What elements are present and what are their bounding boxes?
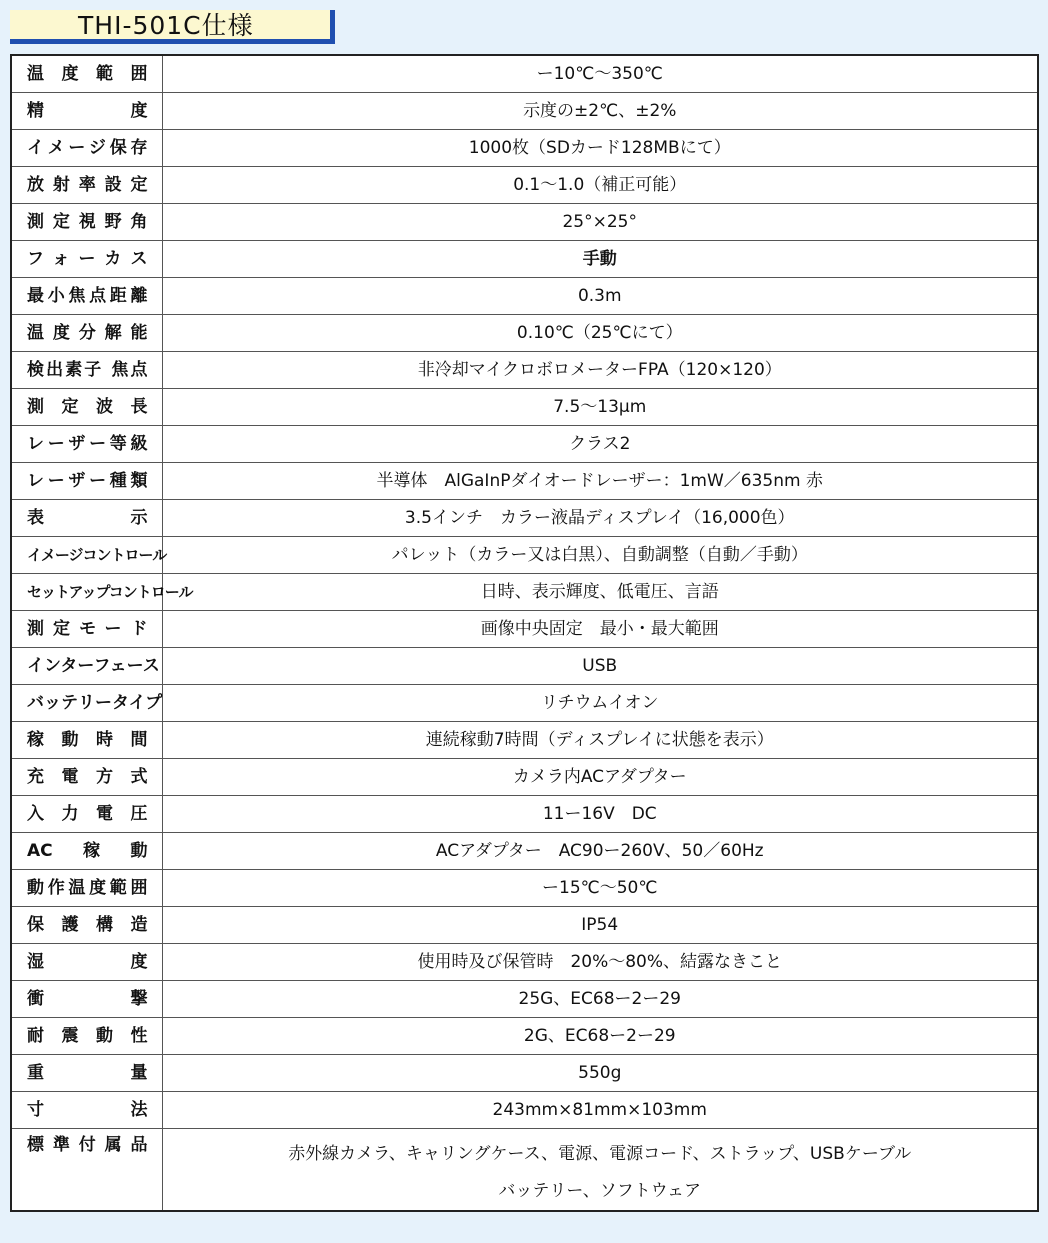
row-value: 25G、EC68ー2ー29 xyxy=(162,980,1038,1017)
row-value: 0.10℃（25℃にて） xyxy=(162,314,1038,351)
row-label: 寸法 xyxy=(11,1091,162,1128)
row-value: 25°×25° xyxy=(162,203,1038,240)
table-row xyxy=(11,684,1038,721)
table-row xyxy=(11,499,1038,536)
row-value: 0.3m xyxy=(162,277,1038,314)
row-label: 測定モード xyxy=(11,610,162,647)
table-row xyxy=(11,277,1038,314)
row-value: 手動 xyxy=(162,240,1038,277)
row-label: イメージ保存 xyxy=(11,129,162,166)
table-row xyxy=(11,314,1038,351)
row-label: 耐震動性 xyxy=(11,1017,162,1054)
table-row xyxy=(11,240,1038,277)
row-value-line-1: 赤外線カメラ、キャリングケース、電源、電源コード、ストラップ、USBケーブル xyxy=(288,1143,912,1164)
table-row xyxy=(11,610,1038,647)
table-row xyxy=(11,92,1038,129)
row-label: 動作温度範囲 xyxy=(11,869,162,906)
row-label: 測定波長 xyxy=(11,388,162,425)
row-label: 測定視野角 xyxy=(11,203,162,240)
row-value-multiline xyxy=(162,1128,1038,1211)
row-value: 日時、表示輝度、低電圧、言語 xyxy=(162,573,1038,610)
row-value: 示度の±2℃、±2% xyxy=(162,92,1038,129)
row-label: 最小焦点距離 xyxy=(11,277,162,314)
row-value: パレット（カラー又は白黒）、自動調整（自動／手動） xyxy=(162,536,1038,573)
row-value: クラス2 xyxy=(162,425,1038,462)
row-label: 重量 xyxy=(11,1054,162,1091)
table-row xyxy=(11,203,1038,240)
page-title: THI-501C仕様 xyxy=(78,11,254,40)
row-label: バッテリータイプ xyxy=(11,684,162,721)
table-row xyxy=(11,1091,1038,1128)
row-value: IP54 xyxy=(162,906,1038,943)
table-row xyxy=(11,129,1038,166)
table-row xyxy=(11,832,1038,869)
row-label: インターフェース xyxy=(11,647,162,684)
row-value: リチウムイオン xyxy=(162,684,1038,721)
row-label: 充電方式 xyxy=(11,758,162,795)
row-label: 湿度 xyxy=(11,943,162,980)
row-value: 2G、EC68ー2ー29 xyxy=(162,1017,1038,1054)
table-row xyxy=(11,943,1038,980)
row-value: 非冷却マイクロボロメーターFPA（120×120） xyxy=(162,351,1038,388)
row-value: 243mm×81mm×103mm xyxy=(162,1091,1038,1128)
row-label: 入力電圧 xyxy=(11,795,162,832)
row-value-line-2: バッテリー、ソフトウェア xyxy=(498,1180,702,1201)
table-row xyxy=(11,351,1038,388)
row-value: カメラ内ACアダプター xyxy=(162,758,1038,795)
row-label: 検出素子 焦点 xyxy=(11,351,162,388)
row-value: 0.1～1.0（補正可能） xyxy=(162,166,1038,203)
row-label: 温度分解能 xyxy=(11,314,162,351)
section-title-box xyxy=(10,10,335,44)
row-label: 保護構造 xyxy=(11,906,162,943)
row-label: セットアップコントロール xyxy=(11,573,162,610)
table-row xyxy=(11,55,1038,92)
row-label: AC稼動 xyxy=(11,832,162,869)
table-row xyxy=(11,462,1038,499)
row-label: フォーカス xyxy=(11,240,162,277)
row-value: 使用時及び保管時 20%～80%、結露なきこと xyxy=(162,943,1038,980)
table-row xyxy=(11,1017,1038,1054)
table-row xyxy=(11,1128,1038,1211)
table-row xyxy=(11,869,1038,906)
row-label: レーザー種類 xyxy=(11,462,162,499)
row-label: 稼動時間 xyxy=(11,721,162,758)
table-row xyxy=(11,980,1038,1017)
row-value: 550g xyxy=(162,1054,1038,1091)
row-value: 1000枚（SDカード128MBにて） xyxy=(162,129,1038,166)
row-value: 3.5インチ カラー液晶ディスプレイ（16,000色） xyxy=(162,499,1038,536)
row-value: ー10℃～350℃ xyxy=(162,55,1038,92)
table-row xyxy=(11,573,1038,610)
table-row xyxy=(11,425,1038,462)
row-label: 表示 xyxy=(11,499,162,536)
table-row xyxy=(11,536,1038,573)
table-row xyxy=(11,795,1038,832)
row-value: 半導体 AlGaInPダイオードレーザー：1mW／635nm 赤 xyxy=(162,462,1038,499)
row-label: 放射率設定 xyxy=(11,166,162,203)
row-value: 11ー16V DC xyxy=(162,795,1038,832)
row-label: 温度範囲 xyxy=(11,55,162,92)
table-row xyxy=(11,388,1038,425)
table-row xyxy=(11,647,1038,684)
row-label: 衝撃 xyxy=(11,980,162,1017)
row-label: 標準付属品 xyxy=(11,1128,162,1211)
table-row xyxy=(11,721,1038,758)
spec-table xyxy=(10,54,1039,1212)
row-label: イメージコントロール xyxy=(11,536,162,573)
row-value: ー15℃～50℃ xyxy=(162,869,1038,906)
row-value: 画像中央固定 最小・最大範囲 xyxy=(162,610,1038,647)
row-value: ACアダプター AC90ー260V、50／60Hz xyxy=(162,832,1038,869)
table-row xyxy=(11,906,1038,943)
row-value: USB xyxy=(162,647,1038,684)
row-label: レーザー等級 xyxy=(11,425,162,462)
row-value: 7.5～13μm xyxy=(162,388,1038,425)
table-row xyxy=(11,1054,1038,1091)
row-label: 精度 xyxy=(11,92,162,129)
table-row xyxy=(11,758,1038,795)
row-value: 連続稼動7時間（ディスプレイに状態を表示） xyxy=(162,721,1038,758)
table-row xyxy=(11,166,1038,203)
